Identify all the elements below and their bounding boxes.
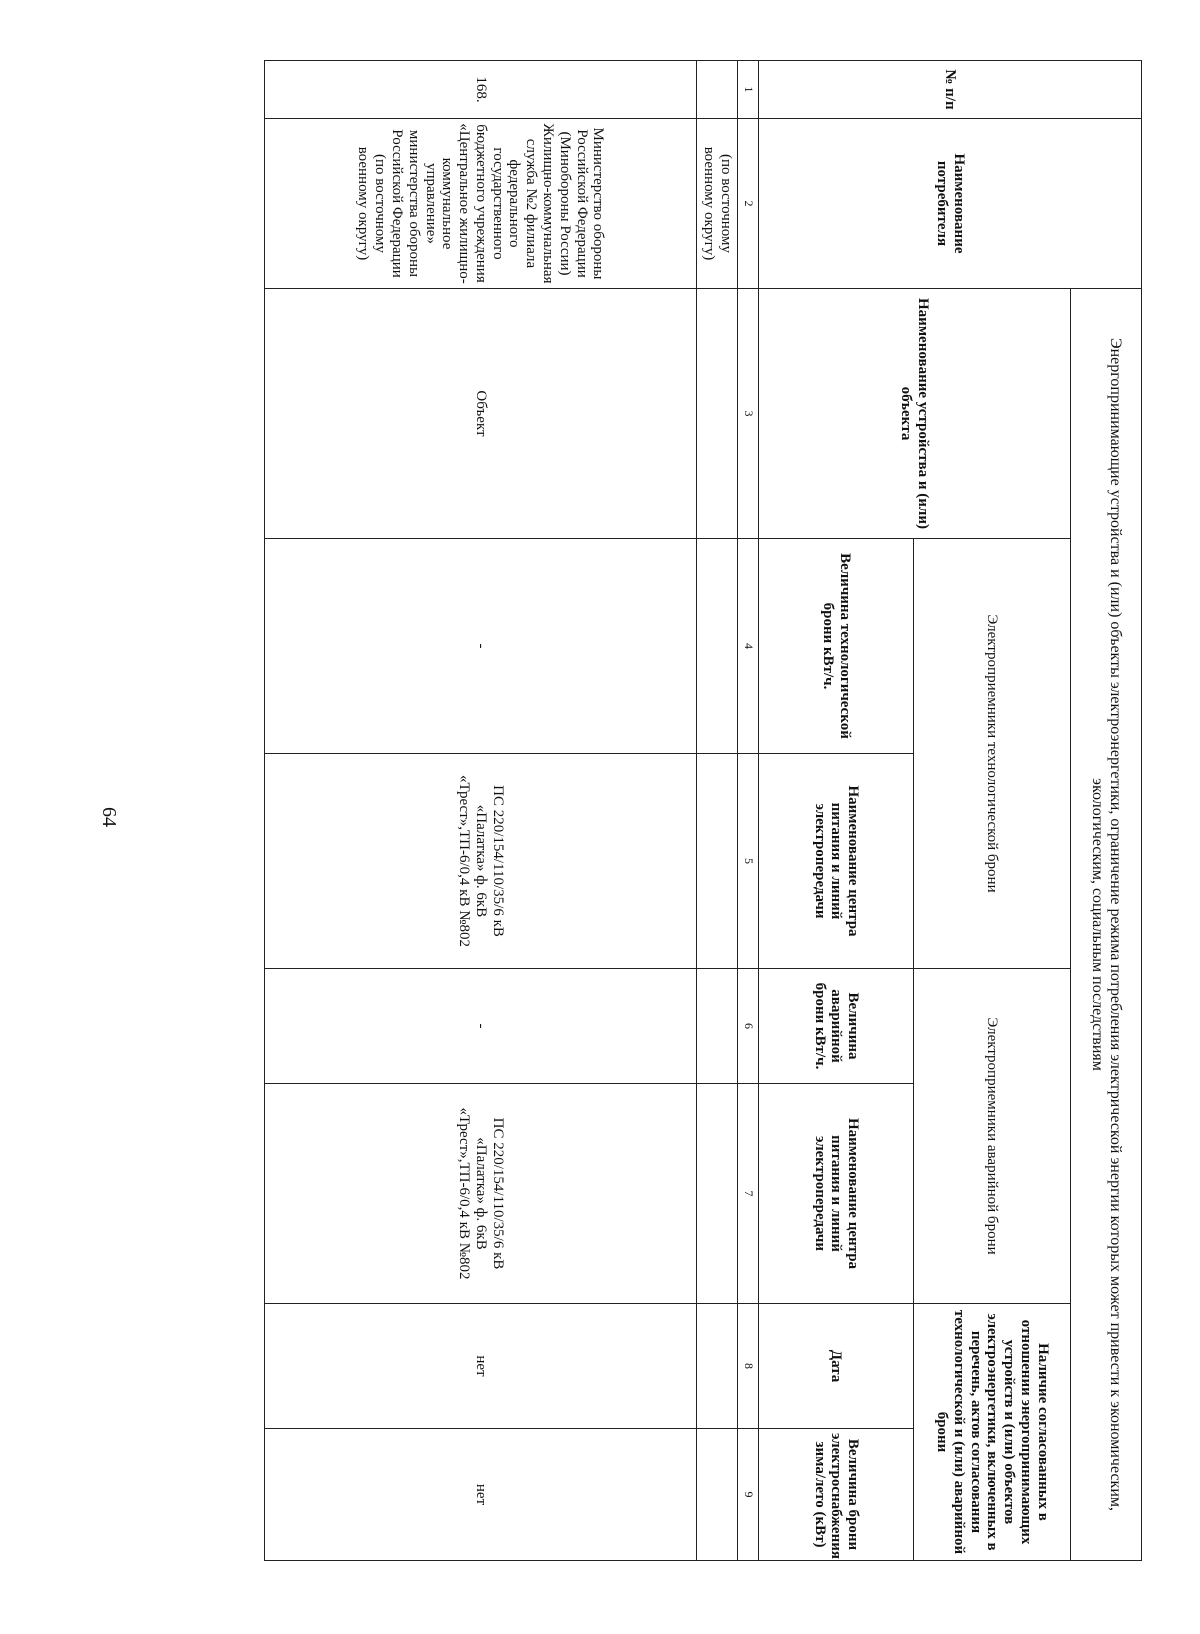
header-row-1 [1071, 61, 1142, 1561]
row-emerg-center: ПС 220/154/110/35/6 кВ «Палатка» ф. 6кВ «Трест»,ТП-6/0,4 кВ №802 [265, 1084, 697, 1304]
row-emerg-value: - [265, 969, 697, 1084]
col-header-object: Наименование устройства и (или) объекта [759, 289, 1071, 539]
emerg-value-header: Величина аварийной брони кВт/ч. [759, 969, 914, 1084]
col-number: 5 [738, 754, 759, 969]
row-tech-center: ПС 220/154/110/35/6 кВ «Палатка» ф. 6кВ «Трест»,ТП-6/0,4 кВ №802 [265, 754, 697, 969]
tech-center-header: Наименование центра питания и линий электропередачи [759, 754, 914, 969]
col-number: 4 [738, 539, 759, 754]
table-row [265, 61, 697, 1561]
agreed-value-header: Величина брони электроснабжения зима/лето (кВт) [759, 1429, 914, 1561]
col-number: 9 [738, 1429, 759, 1561]
agreed-date-header: Дата [759, 1304, 914, 1429]
row-object: Объект [265, 289, 697, 539]
group-header: Энергопринимающие устройства и (или) объекты электроэнергетики, ограничение режима потребления электрической энергии которых может привести к экономическим, экологическим, социальным последствиям [1071, 289, 1142, 1561]
tech-value-header: Величина технологической брони кВт/ч. [759, 539, 914, 754]
page-number: 64 [98, 807, 120, 827]
col-number: 3 [738, 289, 759, 539]
row-number: 168. [265, 61, 697, 119]
emerg-group-header: Электроприемники аварийной брони [914, 969, 1071, 1304]
tech-group-header: Электроприемники технологической брони [914, 539, 1071, 969]
reservation-table [264, 60, 1142, 1561]
col-header-consumer: Наименование потребителя [759, 119, 1142, 289]
col-header-no: № п/п [759, 61, 1142, 119]
row-consumer: Министерство обороны Российской Федерации (Минобороны России) Жилищно-коммунальная служба №2 филиала федерального государственного бюджетного учреждения «Центральное жилищно-коммунальное управление» министерства обороны Российской Федерации (по восточному военному округу) [265, 119, 697, 289]
column-number-row [738, 61, 759, 1561]
col-number: 7 [738, 1084, 759, 1304]
row-tech-value: - [265, 539, 697, 754]
col-number: 1 [738, 61, 759, 119]
col-number: 2 [738, 119, 759, 289]
col-number: 6 [738, 969, 759, 1084]
row-agreed-date: нет [265, 1304, 697, 1429]
continuation-row [697, 61, 738, 1561]
row-agreed-value: нет [265, 1429, 697, 1561]
emerg-center-header: Наименование центра питания и линий электропередачи [759, 1084, 914, 1304]
continuation-consumer: (по восточному военному округу) [697, 119, 738, 289]
col-number: 8 [738, 1304, 759, 1429]
agreed-group-header: Наличие согласованных в отношении энергопринимающих устройств и (или) объектов электроэнергетики, включенных в перечень, актов согласования технологической и (или) аварийной брони [914, 1304, 1071, 1561]
